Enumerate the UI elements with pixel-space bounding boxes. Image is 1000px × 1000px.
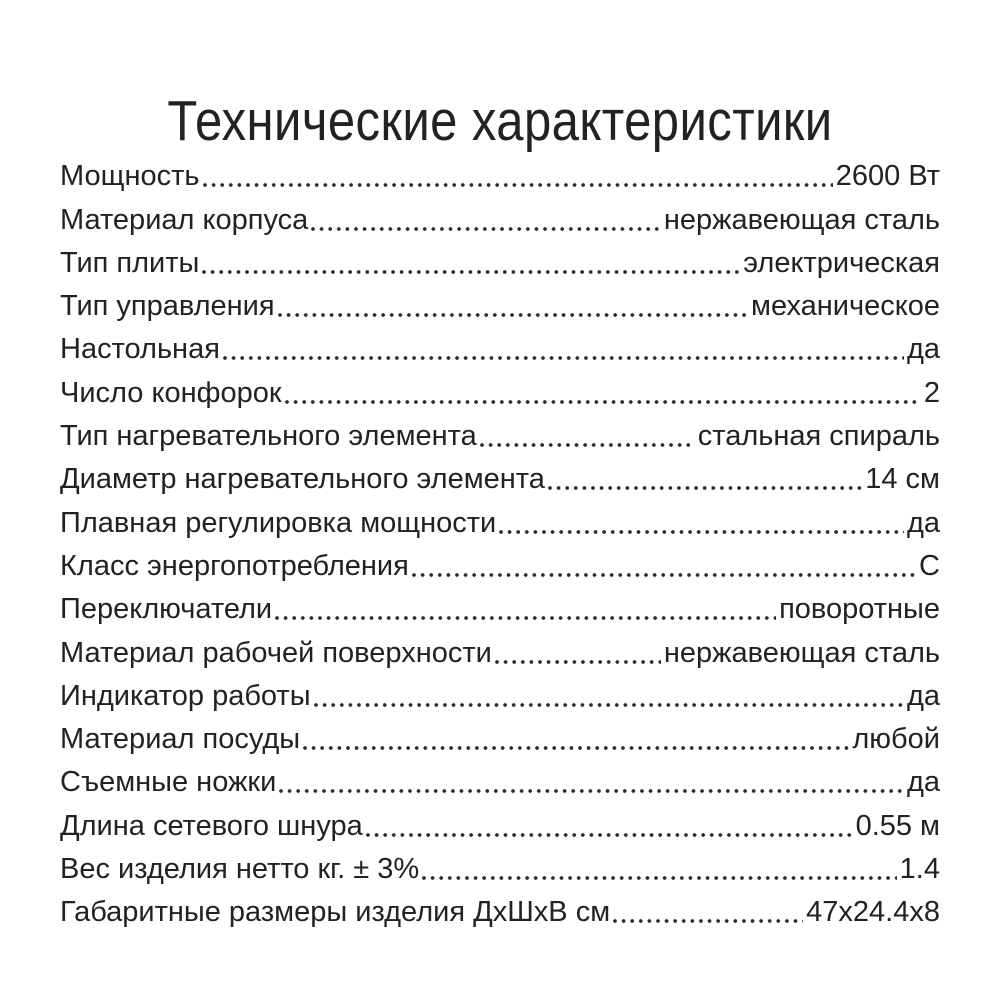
- page-title: Технические характеристики: [167, 89, 833, 154]
- spec-value: механическое: [751, 290, 940, 323]
- spec-row-net-weight: [60, 848, 940, 891]
- spec-label: Настольная: [60, 333, 220, 366]
- spec-row-heating-element-type: [60, 415, 940, 458]
- spec-row-removable-feet: [60, 761, 940, 804]
- dot-leader: [480, 441, 695, 449]
- spec-row-switches: [60, 588, 940, 631]
- spec-label: Тип управления: [60, 290, 275, 323]
- spec-value: да: [906, 333, 940, 366]
- spec-value: да: [906, 679, 940, 712]
- spec-value: любой: [852, 723, 940, 756]
- spec-value: да: [906, 506, 940, 539]
- spec-label: Индикатор работы: [60, 679, 311, 712]
- spec-label: Длина сетевого шнура: [60, 809, 363, 842]
- spec-label: Вес изделия нетто кг. ± 3%: [60, 853, 420, 886]
- spec-row-cookware-material: [60, 718, 940, 761]
- spec-label: Материал рабочей поверхности: [60, 636, 492, 669]
- dot-leader: [548, 484, 862, 492]
- dot-leader: [223, 354, 904, 362]
- dot-leader: [275, 614, 776, 622]
- spec-row-control-type: [60, 285, 940, 328]
- spec-value: 0.55 м: [855, 809, 940, 842]
- spec-label: Съемные ножки: [60, 766, 277, 799]
- spec-label: Диаметр нагревательного элемента: [60, 463, 545, 496]
- dot-leader: [422, 874, 896, 882]
- spec-row-surface-material: [60, 631, 940, 674]
- spec-value: нержавеющая сталь: [663, 636, 940, 669]
- dot-leader: [311, 225, 661, 233]
- spec-label: Материал корпуса: [60, 203, 309, 236]
- dot-leader: [314, 701, 904, 709]
- spec-label: Тип плиты: [60, 246, 200, 279]
- spec-value: 1.4: [899, 853, 940, 886]
- dot-leader: [495, 658, 661, 666]
- spec-label: Класс энергопотребления: [60, 549, 409, 582]
- dot-leader: [278, 311, 748, 319]
- spec-label: Переключатели: [60, 593, 273, 626]
- spec-list: [60, 155, 940, 934]
- spec-value: 47x24.4x8: [806, 896, 940, 929]
- spec-row-energy-class: [60, 545, 940, 588]
- spec-row-stove-type: [60, 242, 940, 285]
- spec-value: поворотные: [779, 593, 940, 626]
- spec-label: Число конфорок: [60, 376, 282, 409]
- dot-leader: [203, 181, 833, 189]
- dot-leader: [202, 268, 740, 276]
- dot-leader: [303, 744, 849, 752]
- spec-row-burner-count: [60, 371, 940, 414]
- spec-row-cord-length: [60, 804, 940, 847]
- dot-leader: [279, 787, 904, 795]
- spec-value: 14 см: [865, 463, 940, 496]
- dot-leader: [366, 831, 853, 839]
- spec-value: С: [919, 549, 940, 582]
- dot-leader: [613, 917, 803, 925]
- dot-leader: [285, 398, 921, 406]
- spec-row-dimensions: [60, 891, 940, 934]
- dot-leader: [412, 571, 916, 579]
- spec-label: Материал посуды: [60, 723, 301, 756]
- spec-row-heating-element-diameter: [60, 458, 940, 501]
- spec-label: Плавная регулировка мощности: [60, 506, 497, 539]
- spec-value: электрическая: [743, 246, 940, 279]
- spec-value: 2600 Вт: [835, 160, 940, 193]
- spec-row-body-material: [60, 198, 940, 241]
- spec-row-smooth-power-adjust: [60, 501, 940, 544]
- spec-value: нержавеющая сталь: [663, 203, 940, 236]
- spec-label: Габаритные размеры изделия ДхШхВ см: [60, 896, 611, 929]
- spec-value: да: [906, 766, 940, 799]
- spec-row-power-indicator: [60, 675, 940, 718]
- dot-leader: [499, 528, 904, 536]
- spec-row-tabletop: [60, 328, 940, 371]
- spec-value: стальная спираль: [697, 420, 940, 453]
- spec-value: 2: [923, 376, 940, 409]
- spec-label: Тип нагревательного элемента: [60, 420, 477, 453]
- spec-row-power: [60, 155, 940, 198]
- spec-label: Мощность: [60, 160, 200, 193]
